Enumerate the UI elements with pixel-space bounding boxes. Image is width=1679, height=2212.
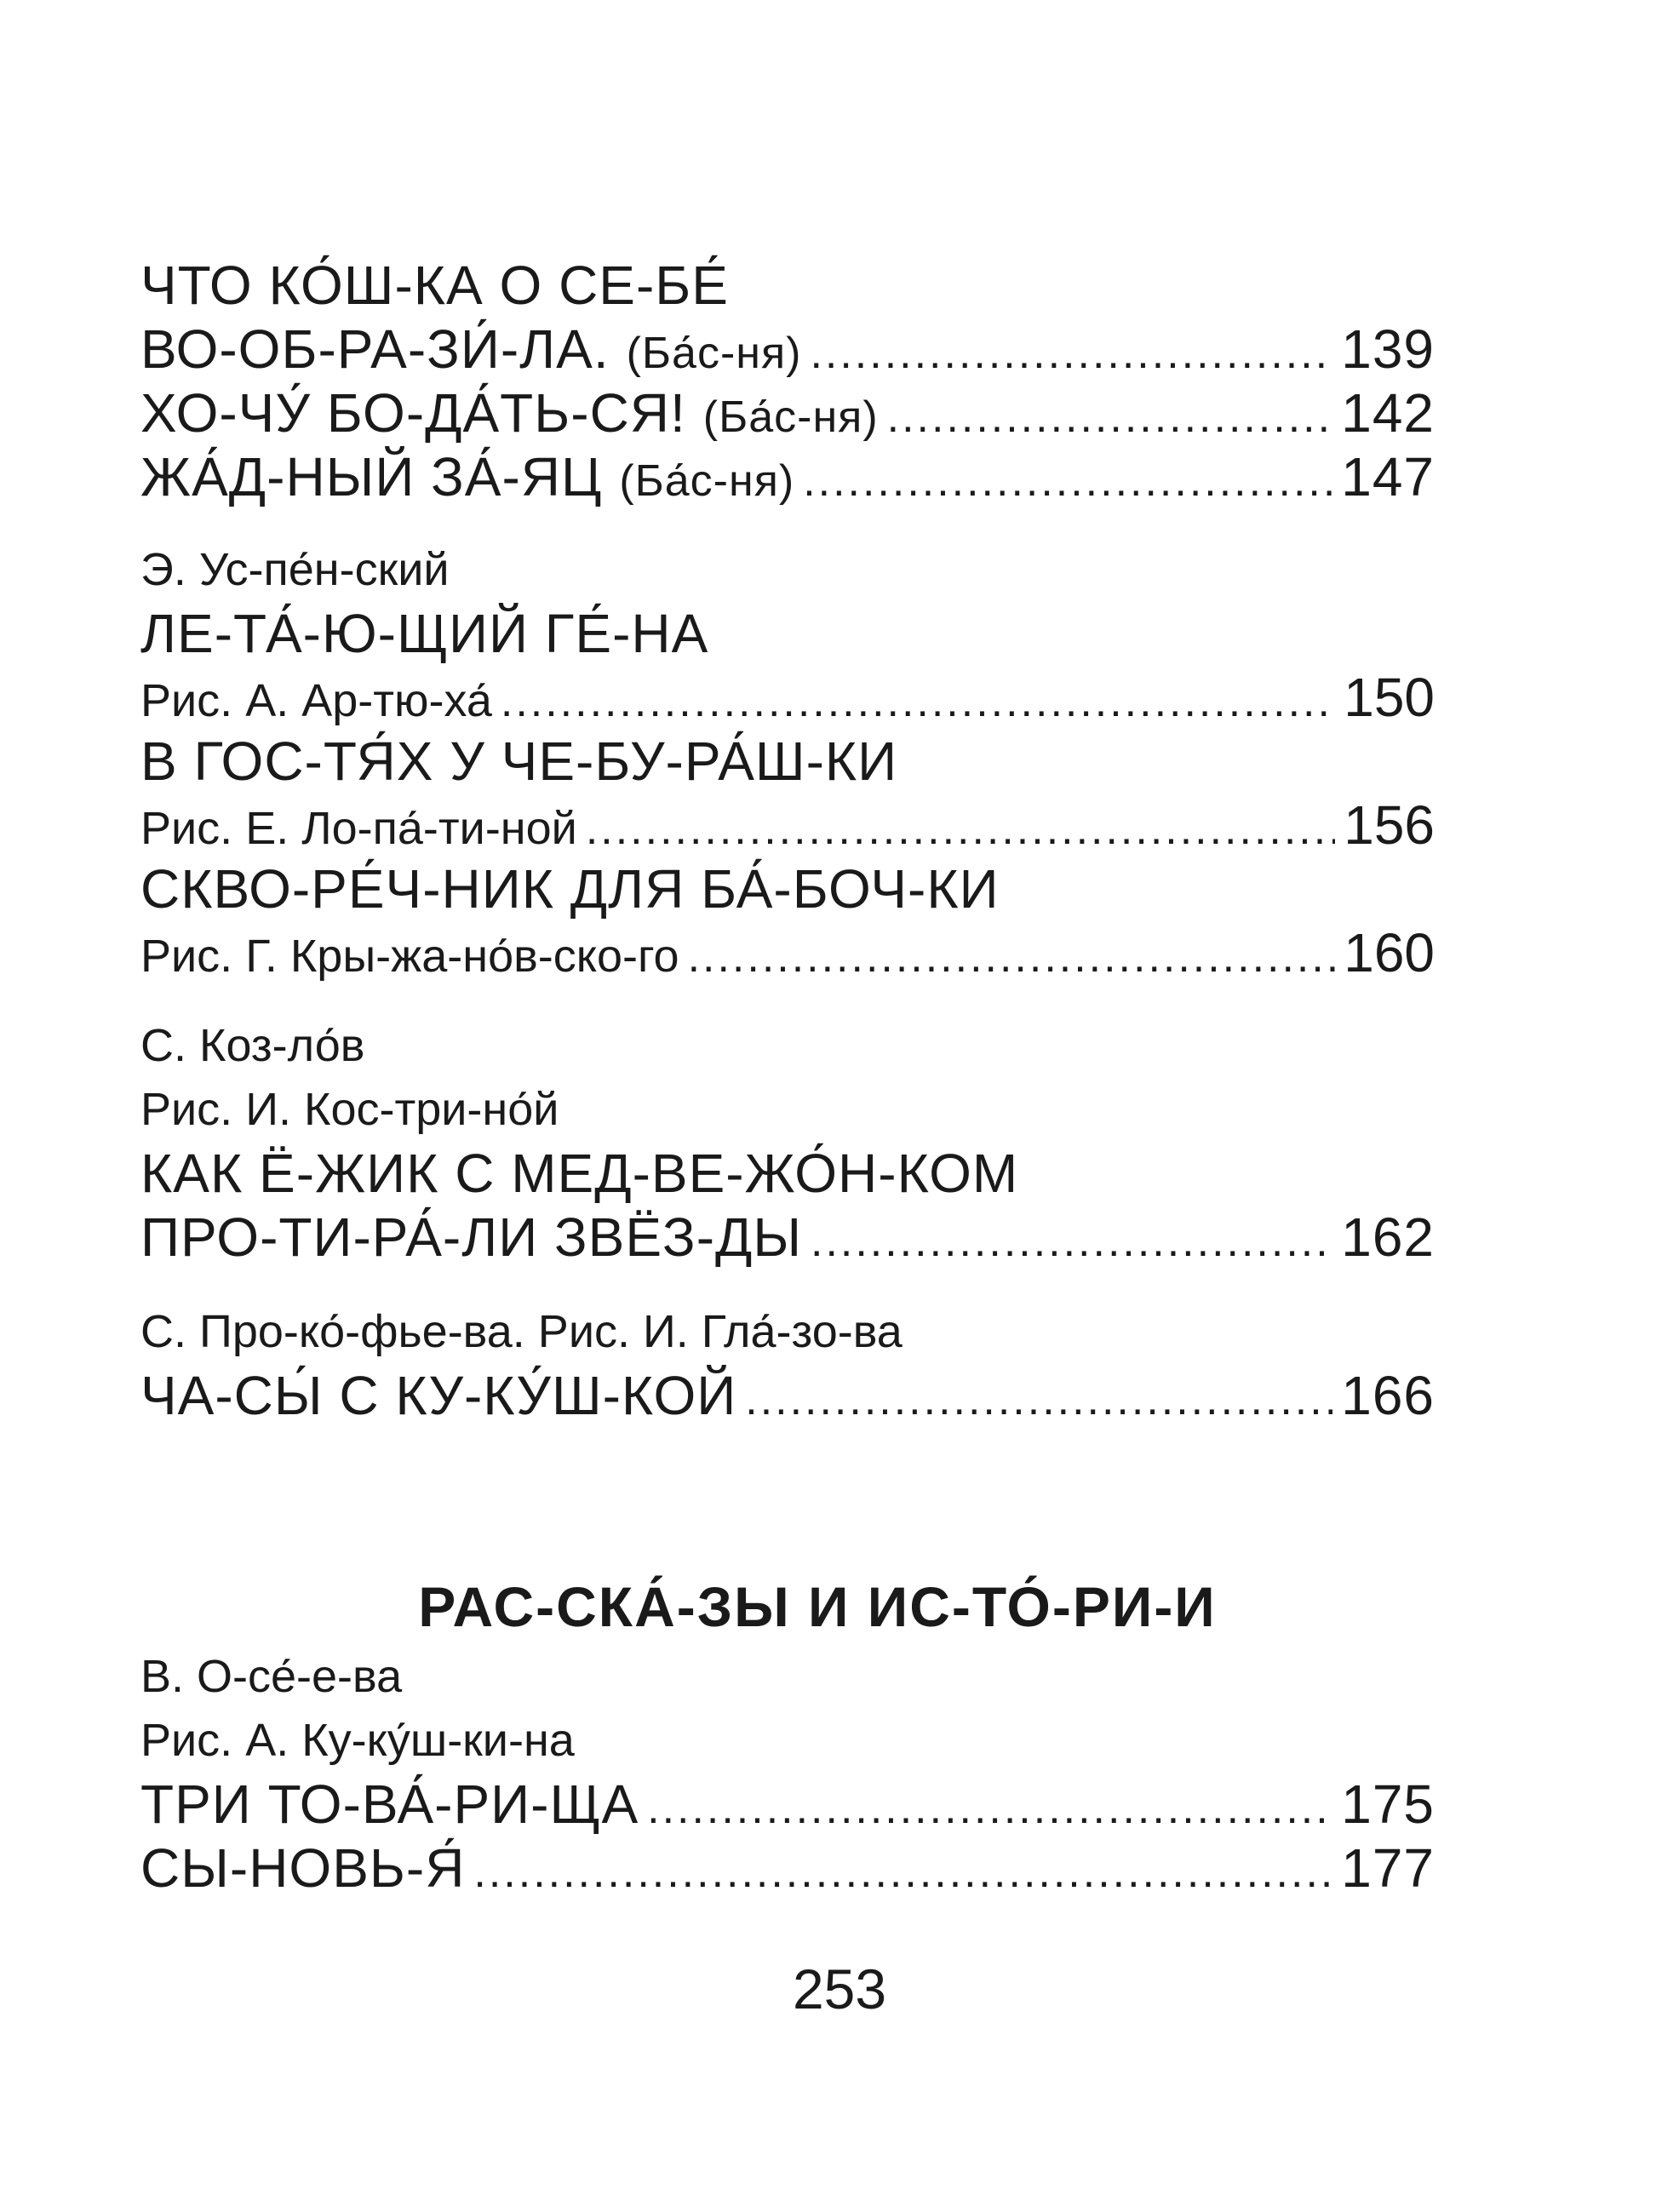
author-name: С. Про-ко́-фье-ва. Рис. И. Гла́-зо-ва xyxy=(140,1306,903,1357)
toc-entry-title: СЫ-НОВЬ-Я́ xyxy=(140,1837,466,1899)
toc-title: КАК Ё-ЖИК С МЕД-ВЕ-ЖО́Н-КОМ xyxy=(140,1143,1019,1204)
toc-entry-page: 160 xyxy=(1344,922,1435,983)
toc-entry-page: 175 xyxy=(1341,1774,1435,1835)
section-gap xyxy=(140,509,1435,538)
toc-entry-page: 162 xyxy=(1341,1206,1435,1268)
dot-leader xyxy=(745,1368,1332,1432)
dot-leader xyxy=(586,798,1335,862)
illustrator: Рис. И. Кос-три-но́й xyxy=(140,1084,559,1135)
toc-author xyxy=(140,538,1435,602)
toc-author xyxy=(140,1014,1435,1078)
toc-title: ЧТО КО́Ш-КА О СЕ-БЕ́ xyxy=(140,255,729,316)
toc-entry[interactable] xyxy=(140,381,1435,445)
toc-entry-title: ЖА́Д-НЫЙ ЗА́-ЯЦ xyxy=(140,446,603,507)
toc-entry[interactable] xyxy=(140,1837,1435,1900)
illustrator: Рис. Е. Ло-па́-ти-ной xyxy=(140,803,577,854)
illustrator: Рис. Г. Кры-жа-но́в-ско-го xyxy=(140,931,679,982)
toc-entry-page: 177 xyxy=(1341,1837,1435,1899)
dot-leader xyxy=(811,1210,1332,1274)
dot-leader xyxy=(473,1841,1332,1905)
illustrator: Рис. А. Ку-ку́ш-ки-на xyxy=(140,1715,575,1766)
dot-leader xyxy=(803,450,1332,513)
author-name: В. О-се́-е-ва xyxy=(140,1651,403,1702)
toc-title: В ГОС-ТЯ́Х У ЧЕ-БУ-РА́Ш-КИ xyxy=(140,731,898,792)
toc-entry-title: ВО-ОБ-РА-ЗИ́-ЛА. xyxy=(140,318,610,380)
toc-title-line xyxy=(140,730,1435,794)
toc-entry[interactable] xyxy=(140,1364,1435,1428)
toc-entry[interactable] xyxy=(140,666,1435,730)
dot-leader xyxy=(501,670,1335,734)
toc-entry-note: (Ба́с-ня) xyxy=(702,393,879,442)
toc-entry[interactable] xyxy=(140,1206,1435,1269)
toc-author xyxy=(140,1300,1435,1364)
toc-entry-note: (Ба́с-ня) xyxy=(626,329,802,378)
toc-illustrator xyxy=(140,1709,1435,1773)
toc-entry[interactable] xyxy=(140,318,1435,381)
dot-leader xyxy=(887,386,1333,450)
toc-author xyxy=(140,1645,1435,1709)
toc-entry-page: 156 xyxy=(1344,794,1435,856)
toc-entry-page: 142 xyxy=(1341,382,1435,444)
toc-entry-note: (Ба́с-ня) xyxy=(619,456,795,506)
toc-title-line xyxy=(140,254,1435,318)
section-heading: РАС-СКА́-ЗЫ И ИС-ТО́-РИ-И xyxy=(418,1575,1217,1638)
toc-entry-page: 139 xyxy=(1341,318,1435,380)
toc-title-line xyxy=(140,857,1435,921)
section-gap xyxy=(140,1269,1435,1300)
toc-title: СКВО-РЕ́Ч-НИК ДЛЯ БА́-БОЧ-КИ xyxy=(140,858,1000,920)
toc-entry-page: 150 xyxy=(1344,667,1435,728)
author-name: С. Коз-ло́в xyxy=(140,1020,365,1071)
toc-entry-title: ТРИ ТО-ВА́-РИ-ЩА xyxy=(140,1774,639,1835)
dot-leader xyxy=(688,925,1336,989)
toc-title-line xyxy=(140,602,1435,666)
toc-entry-title: ПРО-ТИ-РА́-ЛИ ЗВЁЗ-ДЫ xyxy=(140,1206,802,1268)
toc-entry-page: 147 xyxy=(1341,446,1435,507)
illustrator: Рис. А. Ар-тю-ха́ xyxy=(140,675,492,726)
toc-entry[interactable] xyxy=(140,1773,1435,1837)
toc-illustrator xyxy=(140,1078,1435,1142)
dot-leader xyxy=(810,322,1332,386)
page-number: 253 xyxy=(792,1957,887,2020)
table-of-contents xyxy=(140,254,1435,1900)
toc-entry[interactable] xyxy=(140,921,1435,985)
toc-entry[interactable] xyxy=(140,794,1435,857)
toc-title: ЛЕ-ТА́-Ю-ЩИЙ ГЕ́-НА xyxy=(140,603,709,664)
toc-entry-page: 166 xyxy=(1341,1365,1435,1426)
author-name: Э. Ус-пе́н-ский xyxy=(140,544,450,595)
section-gap xyxy=(140,985,1435,1014)
heading-gap xyxy=(140,1428,1435,1568)
toc-entry-title: ХО-ЧУ́ БО-ДА́ТЬ-СЯ! xyxy=(140,382,686,444)
dot-leader xyxy=(647,1777,1332,1841)
toc-entry[interactable] xyxy=(140,445,1435,509)
toc-entry-title: ЧА-СЫ́ С КУ-КУ́Ш-КОЙ xyxy=(140,1365,737,1426)
toc-title-line xyxy=(140,1142,1435,1206)
